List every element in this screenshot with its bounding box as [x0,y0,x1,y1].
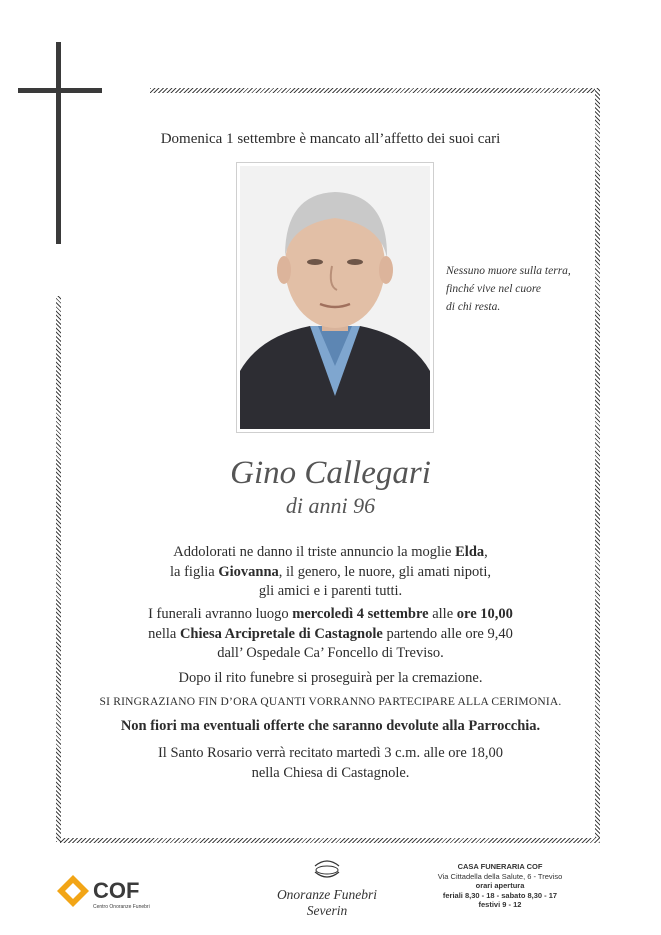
severin-line1: Onoranze Funebri [276,887,378,902]
portrait-frame [236,162,434,433]
quote-line: finché vive nel cuore [446,283,542,295]
daughter-name: Giovanna [218,563,279,580]
announcement-line [0,543,661,563]
rosary-line: nella Chiesa di Castagnole. [251,764,410,781]
funeral-line [0,605,661,625]
cof-logo [55,871,165,911]
text-span: partendo alle ore 9,40 [382,625,513,642]
funeral-time: ore 10,00 [456,606,513,622]
portrait-photo [240,166,430,429]
text-span: alle [428,606,457,622]
deceased-name: Gino Callegari [230,455,431,491]
severin-emblem-icon [312,858,342,882]
holiday-hours: festivi 9 - 12 [478,900,522,909]
border-top [150,88,596,93]
text-span: Addolorati ne danno il triste annuncio la moglie [173,544,456,560]
thanks-line: SI RINGRAZIANO FIN D’ORA QUANTI VORRANNO PARTECIPARE ALLA CERIMONIA. [99,696,562,708]
text-span: , [484,544,488,560]
intro-line: Domenica 1 settembre è mancato all’affetto dei suoi cari [160,131,501,147]
cof-subtitle: Centro Onoranze Funebri [93,904,150,910]
funeral-home-title: CASA FUNERARIA COF [457,862,543,871]
announcement-paragraph [0,543,661,602]
border-bottom [60,838,600,843]
cremation-line: Dopo il rito funebre si proseguirà per la cremazione. [178,670,483,686]
funeral-home-info [425,862,575,910]
quote-line: Nessuno muore sulla terra, [446,265,571,277]
portrait-illustration [240,166,430,429]
severin-logo [262,858,392,919]
text-span: nella [148,625,180,642]
severin-line2: Severin [306,903,348,918]
church-name: Chiesa Arcipretale di Castagnole [179,625,383,642]
no-flowers-line: Non fiori ma eventuali offerte che saranno devolute alla Parrocchia. [120,718,541,734]
announcement-line [0,563,661,583]
quote-line: di chi resta. [446,301,501,313]
cross-horizontal-bar [18,88,102,93]
text-span: I funerali avranno luogo [148,606,293,622]
funeral-home-address: Via Cittadella della Salute, 6 - Treviso [437,871,563,881]
funeral-line: dall’ Ospedale Ca’ Foncello di Treviso. [217,645,444,661]
announcement-line: gli amici e i parenti tutti. [258,583,403,599]
rosary-line: Il Santo Rosario verrà recitato martedì 3 c.m. alle ore 18,00 [157,745,504,761]
memorial-quote [446,262,571,316]
cof-logo-graphic [55,871,165,911]
funeral-paragraph [0,605,661,664]
cof-wordmark: COF [93,878,140,903]
wife-name: Elda [455,544,485,560]
rosary-paragraph [0,744,661,783]
funeral-date: mercoledì 4 settembre [292,606,429,622]
text-span: , il genero, le nuore, gli amati nipoti, [278,563,491,580]
text-span: la figlia [170,563,219,580]
funeral-line [0,625,661,645]
weekday-hours: feriali 8,30 - 18 - sabato 8,30 - 17 [442,890,558,900]
opening-hours-title: orari apertura [475,881,525,890]
deceased-age: di anni 96 [285,493,376,518]
